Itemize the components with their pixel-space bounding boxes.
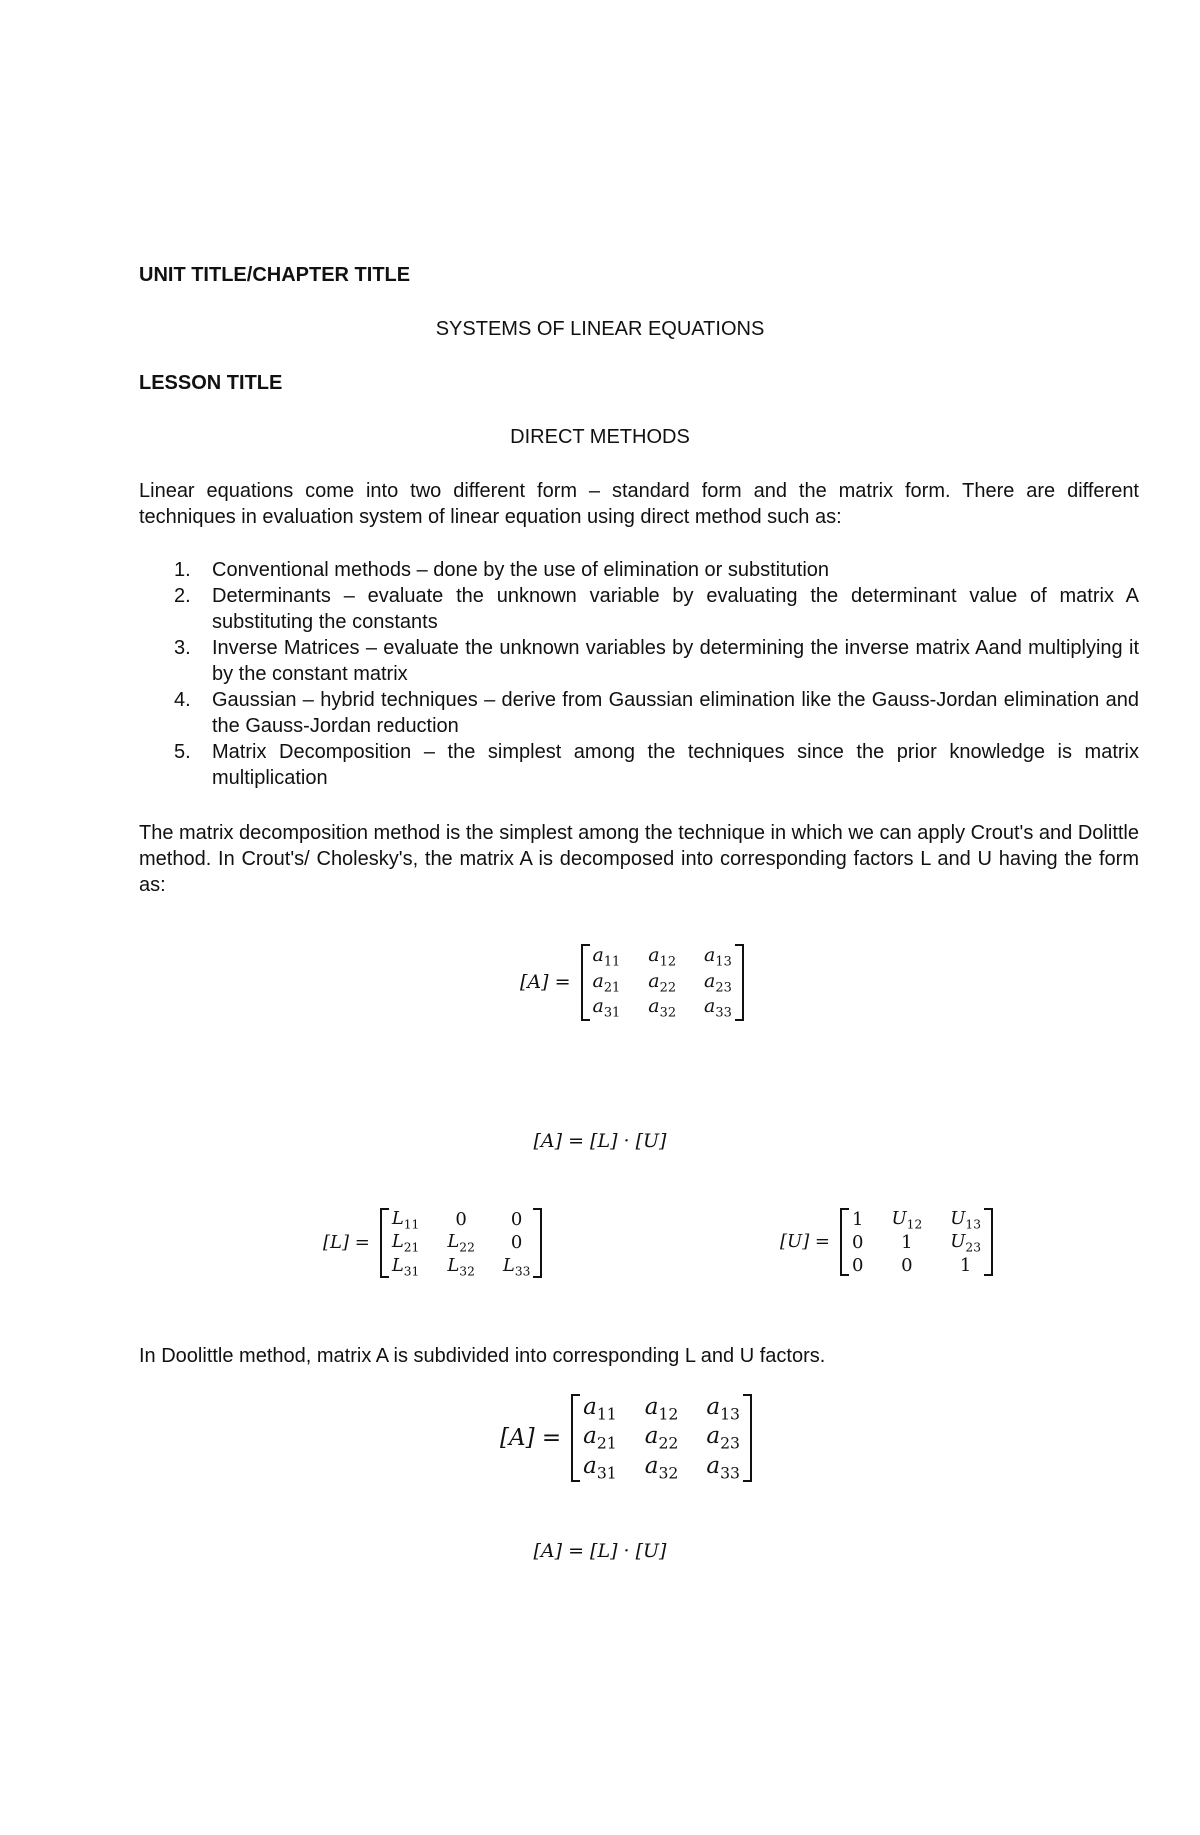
matrix-cell: $a_{11}$ <box>592 944 621 970</box>
matrix-cell: $a_{32}$ <box>648 995 677 1021</box>
matrix-row <box>388 1231 535 1254</box>
l-matrix-table <box>388 1208 535 1278</box>
matrix-cell: $a_{21}$ <box>592 969 621 996</box>
matrix-row <box>589 970 736 996</box>
list-item-number: 4. <box>174 689 191 711</box>
list-item <box>139 635 1139 687</box>
a-matrix-table <box>589 944 736 1021</box>
matrix-cell: $a_{21}$ <box>583 1423 617 1453</box>
matrix-cell: 0 <box>852 1232 864 1254</box>
matrix-cell: $a_{13}$ <box>704 944 732 970</box>
matrix-cell: $L_{33}$ <box>502 1254 531 1278</box>
matrix-row <box>848 1231 985 1254</box>
matrix-cell: $a_{13}$ <box>706 1394 740 1424</box>
matrix-cell: $a_{22}$ <box>648 969 677 996</box>
matrix-cell: $a_{31}$ <box>583 1452 617 1483</box>
matrix-cell: 0 <box>455 1209 467 1231</box>
matrix-cell: $a_{33}$ <box>706 1452 740 1483</box>
crout-lu-equation: [A] = [L] · [U] <box>533 1130 667 1152</box>
matrix-cell: $a_{12}$ <box>644 1394 679 1424</box>
matrix-cell: 1 <box>959 1254 972 1276</box>
list-item-number: 3. <box>174 637 191 659</box>
intro-paragraph: Linear equations come into two different form – standard form and the matrix form. There are different techniques in evaluation system of linear equation using direct method such as: <box>139 480 1139 528</box>
u-matrix <box>840 1208 993 1276</box>
matrix-cell: 0 <box>510 1209 523 1231</box>
matrix-cell: $a_{32}$ <box>644 1452 679 1483</box>
lesson-title: DIRECT METHODS <box>510 426 690 448</box>
matrix-cell: 0 <box>852 1254 864 1276</box>
matrix-cell: $a_{12}$ <box>648 944 677 970</box>
doolittle-a-matrix <box>571 1394 752 1482</box>
matrix-cell: $a_{23}$ <box>706 1423 740 1453</box>
matrix-row <box>579 1394 744 1423</box>
decomposition-paragraph: The matrix decomposition method is the simplest among the technique in which we can apply Crout's and Dolittle method. In Crout's/ Cholesky's, the matrix A is decomposed into corresponding factors L and U having the form as: <box>139 822 1139 896</box>
list-item <box>139 583 1139 635</box>
list-item <box>139 739 1139 791</box>
matrix-row <box>848 1208 985 1231</box>
crout-a-matrix-equation <box>520 944 744 1021</box>
list-item-text: Inverse Matrices – evaluate the unknown variables by determining the inverse matrix Aand multiplying it by the constant matrix <box>212 637 1139 685</box>
methods-list <box>139 557 1139 791</box>
matrix-cell: $a_{33}$ <box>704 995 732 1021</box>
matrix-cell: 1 <box>852 1209 864 1231</box>
u-matrix-table <box>848 1208 985 1276</box>
unit-title: SYSTEMS OF LINEAR EQUATIONS <box>435 318 765 340</box>
doolittle-a-matrix-equation <box>500 1394 752 1482</box>
list-item <box>139 687 1139 739</box>
list-item-number: 1. <box>174 559 191 581</box>
matrix-row <box>579 1453 744 1482</box>
l-matrix <box>380 1208 543 1278</box>
doolittle-a-matrix-table <box>579 1394 744 1482</box>
list-item-text: Gaussian – hybrid techniques – derive from Gaussian elimination like the Gauss-Jordan elimination and the Gauss-Jordan reduction <box>212 689 1139 737</box>
matrix-cell: $L_{22}$ <box>447 1231 475 1255</box>
matrix-row <box>579 1423 744 1452</box>
a-matrix <box>581 944 744 1021</box>
matrix-cell: $a_{22}$ <box>644 1423 679 1453</box>
unit-label: UNIT TITLE/CHAPTER TITLE <box>139 264 411 286</box>
doolittle-paragraph: In Doolittle method, matrix A is subdivided into corresponding L and U factors. <box>139 1345 826 1367</box>
matrix-cell: $U_{23}$ <box>950 1231 981 1255</box>
matrix-cell: $U_{13}$ <box>950 1208 981 1232</box>
u-matrix-equation <box>780 1208 993 1276</box>
list-item-text: Determinants – evaluate the unknown variable by evaluating the determinant value of matrix A substituting the constants <box>212 585 1139 633</box>
u-matrix-label: [U] = <box>780 1231 831 1253</box>
matrix-cell: $a_{11}$ <box>583 1394 617 1424</box>
matrix-row <box>388 1255 535 1278</box>
matrix-cell: $L_{21}$ <box>391 1231 420 1255</box>
doolittle-a-matrix-label: [A] = <box>500 1425 562 1452</box>
matrix-cell: 0 <box>510 1232 523 1254</box>
list-item-text: Conventional methods – done by the use of elimination or substitution <box>212 559 830 581</box>
matrix-cell: $L_{31}$ <box>391 1254 420 1278</box>
list-item-text: Matrix Decomposition – the simplest among the techniques since the prior knowledge is matrix multiplication <box>212 741 1139 789</box>
matrix-cell: $L_{11}$ <box>391 1208 420 1232</box>
matrix-cell: $U_{12}$ <box>891 1208 923 1232</box>
l-matrix-label: [L] = <box>323 1232 370 1254</box>
list-item <box>139 557 1139 583</box>
matrix-cell: 0 <box>901 1254 913 1276</box>
matrix-row <box>388 1208 535 1231</box>
list-item-number: 5. <box>174 741 191 763</box>
lesson-label: LESSON TITLE <box>139 372 283 394</box>
matrix-cell: $a_{23}$ <box>704 969 732 996</box>
matrix-row <box>848 1255 985 1276</box>
matrix-cell: 1 <box>901 1232 913 1254</box>
a-matrix-label: [A] = <box>520 971 571 994</box>
list-item-number: 2. <box>174 585 191 607</box>
matrix-cell: $L_{32}$ <box>447 1254 475 1278</box>
matrix-row <box>589 944 736 970</box>
l-matrix-equation <box>323 1208 542 1278</box>
matrix-row <box>589 995 736 1021</box>
matrix-cell: $a_{31}$ <box>592 995 621 1021</box>
doolittle-lu-equation: [A] = [L] · [U] <box>533 1540 667 1562</box>
